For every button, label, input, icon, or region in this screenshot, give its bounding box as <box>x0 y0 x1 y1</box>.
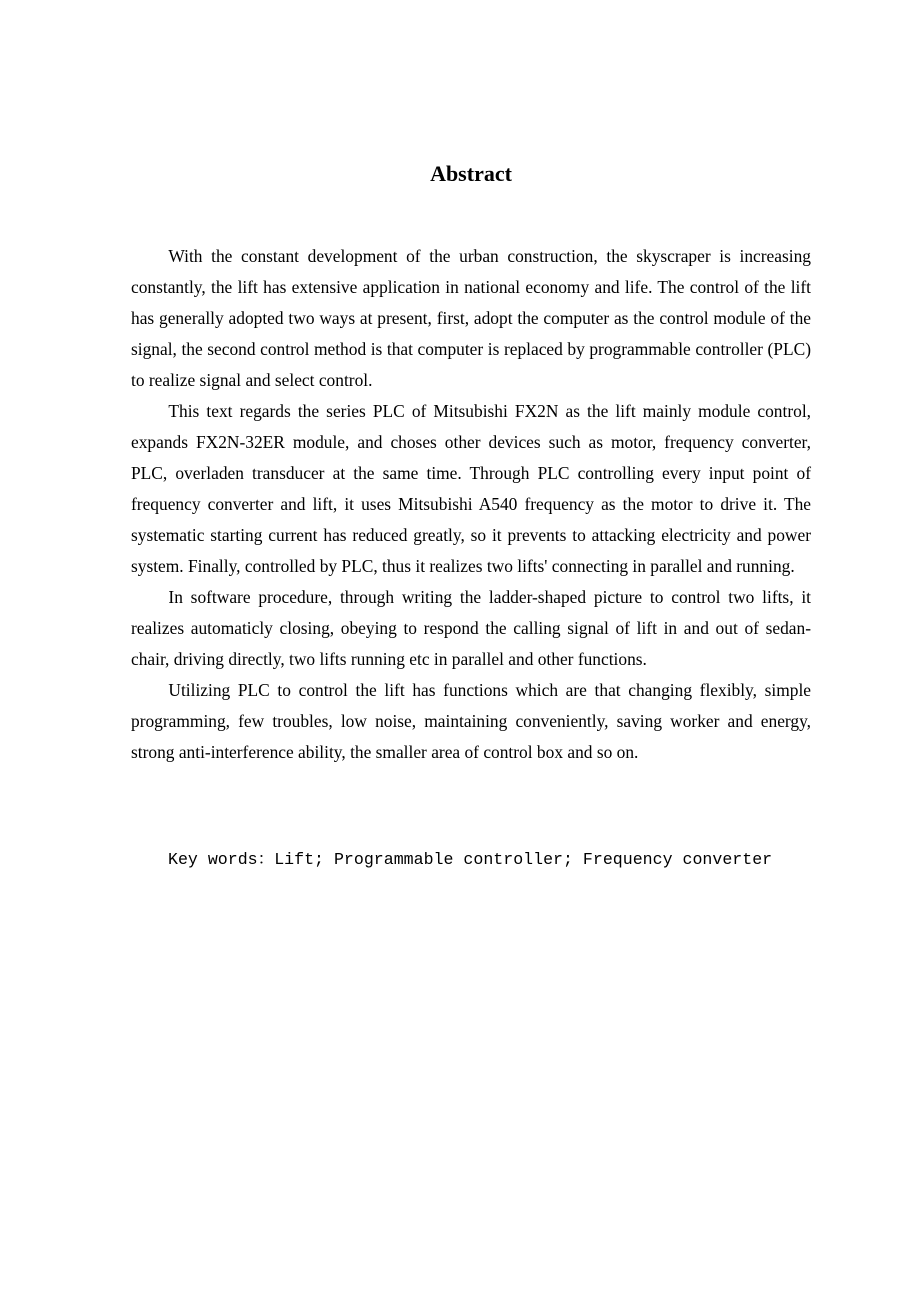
abstract-paragraph-1: With the constant development of the urban construction, the skyscraper is increasing constantly, the lift has extensive application in national economy and life. The control of the lift has generally adopted two ways at present, first, adopt the computer as the control module of the signal, the second control method is that computer is replaced by programmable controller (PLC) to realize signal and select control. <box>131 246 811 390</box>
keywords-line: Key words：Lift; Programmable controller; Frequency converter <box>168 850 773 869</box>
page-title: Abstract <box>430 161 512 186</box>
abstract-paragraph-4: Utilizing PLC to control the lift has functions which are that changing flexibly, simple programming, few troubles, low noise, maintaining conveniently, saving worker and energy, strong anti-interference ability, the smaller area of control box and so on. <box>131 680 811 762</box>
abstract-body <box>131 241 811 768</box>
abstract-paragraph-2: This text regards the series PLC of Mitsubishi FX2N as the lift mainly module control, expands FX2N-32ER module, and choses other devices such as motor, frequency converter, PLC, overladen transducer at the same time. Through PLC controlling every input point of frequency converter and lift, it uses Mitsubishi A540 frequency as the motor to drive it. The systematic starting current has reduced greatly, so it prevents to attacking electricity and power system. Finally, controlled by PLC, thus it realizes two lifts' connecting in parallel and running. <box>131 401 811 576</box>
abstract-paragraph-3: In software procedure, through writing the ladder-shaped picture to control two lifts, it realizes automaticly closing, obeying to respond the calling signal of lift in and out of sedan-chair, driving directly, two lifts running etc in parallel and other functions. <box>131 587 811 669</box>
